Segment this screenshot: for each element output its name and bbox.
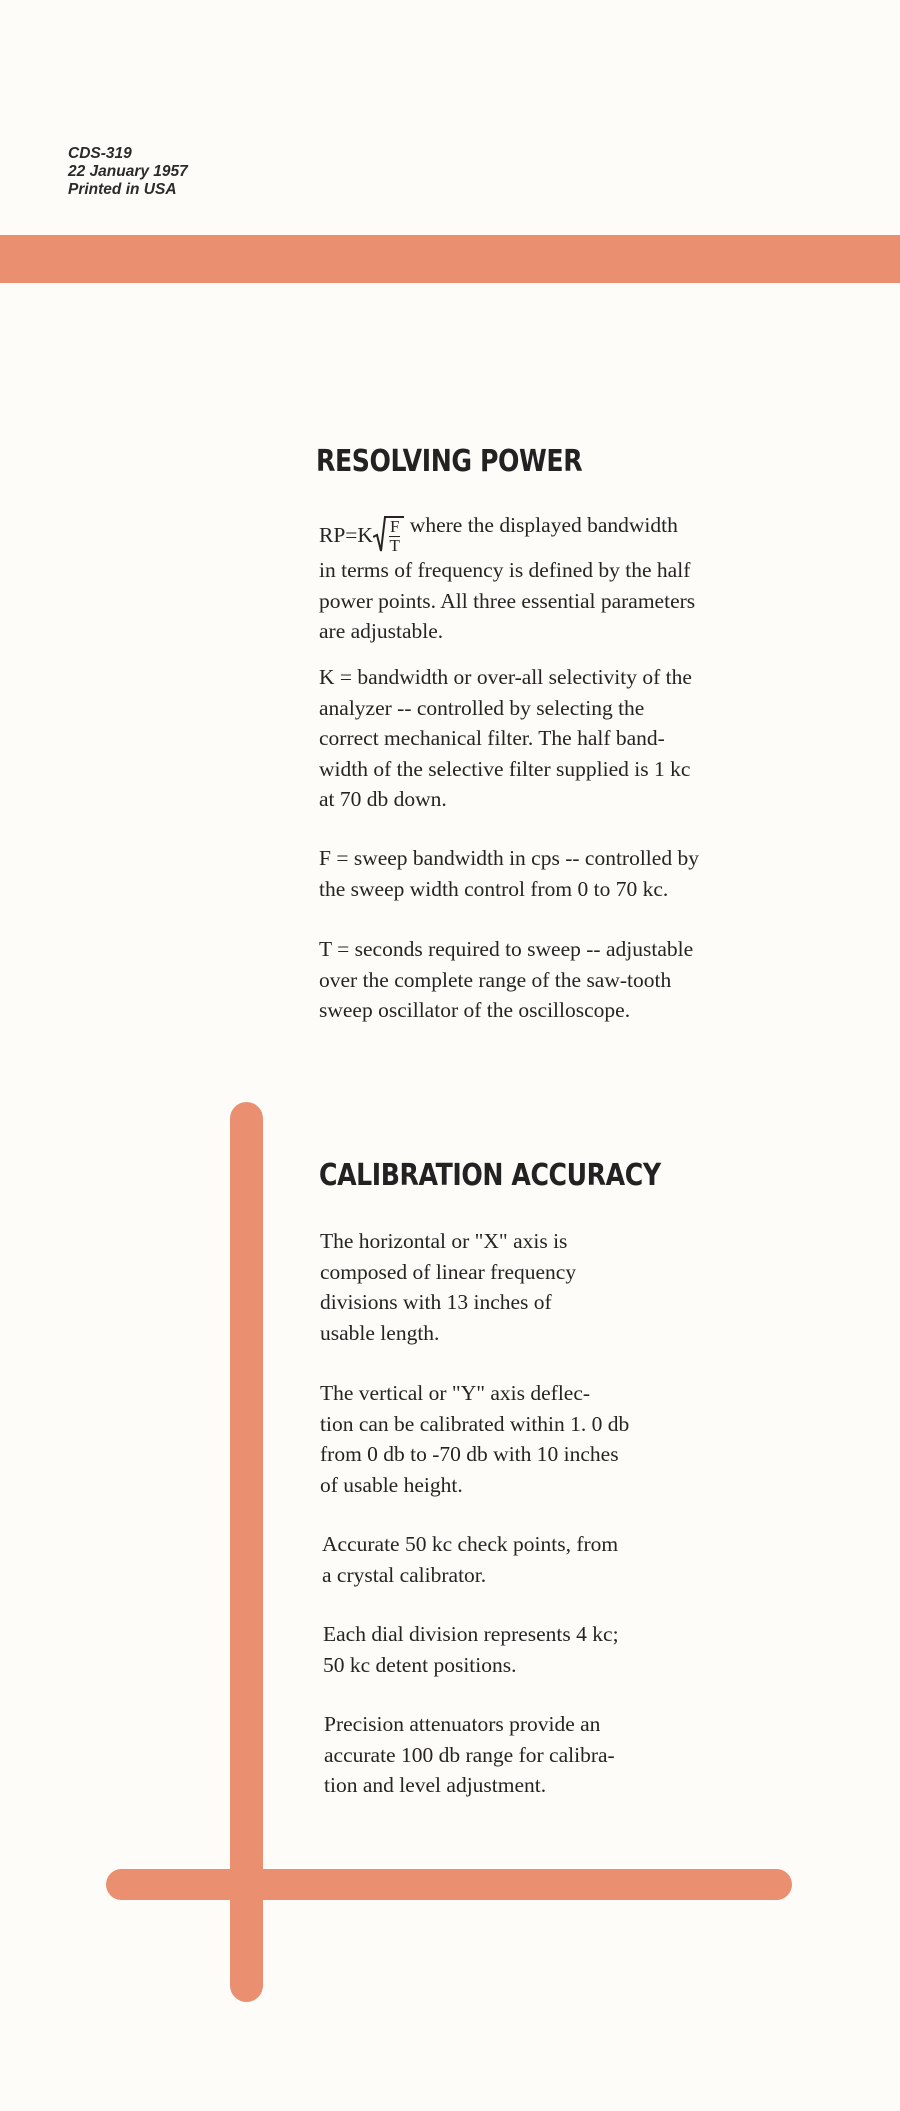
y-axis-line: of usable height. (320, 1472, 463, 1497)
attenuators-line: tion and level adjustment. (324, 1773, 547, 1797)
k-line: at 70 db down. (319, 787, 447, 811)
k-line: K = bandwidth or over-all selectivity of the (319, 665, 692, 689)
dial-division-paragraph (323, 1619, 619, 1680)
t-line: over the complete range of the saw-tooth (319, 967, 672, 992)
y-axis-line: from 0 db to -70 db with 10 inches (320, 1442, 619, 1466)
attenuators-line: Precision attenuators provide an (324, 1712, 601, 1736)
y-axis-paragraph (320, 1378, 629, 1500)
t-line: sweep oscillator of the oscilloscope. (319, 998, 631, 1022)
calibration-accuracy-heading: CALIBRATION ACCURACY (319, 1158, 661, 1193)
f-line: F = sweep bandwidth in cps -- controlled by (319, 846, 699, 870)
check-points-line: a crystal calibrator. (322, 1562, 487, 1587)
x-axis-line: composed of linear frequency (320, 1259, 577, 1284)
attenuators-paragraph (324, 1709, 615, 1801)
intro-line: power points. All three essential parameters (319, 588, 696, 613)
formula-numerator: F (389, 516, 400, 536)
y-axis-line: The vertical or "Y" axis deflec- (320, 1381, 591, 1405)
doc-code: CDS-319 (68, 145, 132, 162)
f-definition (319, 843, 699, 904)
x-axis-line: The horizontal or "X" axis is (320, 1229, 568, 1253)
k-line: correct mechanical filter. The half band- (319, 726, 665, 750)
resolving-power-intro (319, 510, 695, 647)
formula-denominator: T (389, 535, 400, 555)
t-line: T = seconds required to sweep -- adjustable (319, 937, 694, 961)
intro-line: are adjustable. (319, 619, 444, 644)
vertical-accent-bar (230, 1102, 263, 2002)
t-definition (319, 934, 693, 1026)
top-accent-band (0, 235, 900, 283)
y-axis-line: tion can be calibrated within 1. 0 db (320, 1411, 630, 1436)
k-line: width of the selective filter supplied is 1 kc (319, 756, 691, 781)
x-axis-paragraph (320, 1226, 576, 1348)
document-meta (68, 145, 188, 199)
x-axis-line: divisions with 13 inches of (320, 1290, 552, 1314)
check-points-line: Accurate 50 kc check points, from (322, 1532, 619, 1556)
k-definition (319, 662, 692, 815)
x-axis-line: usable length. (320, 1320, 440, 1345)
horizontal-accent-bar (106, 1869, 792, 1900)
resolving-power-formula (319, 515, 404, 555)
f-line: the sweep width control from 0 to 70 kc. (319, 876, 669, 901)
square-root-symbol (373, 515, 387, 555)
printed-note: Printed in USA (68, 181, 177, 198)
k-line: analyzer -- controlled by selecting the (319, 695, 645, 720)
dial-division-line: 50 kc detent positions. (323, 1652, 517, 1677)
formula-line (319, 510, 695, 555)
formula-fraction (387, 516, 404, 555)
intro-line-rest: where the displayed bandwidth (409, 513, 678, 537)
resolving-power-heading: RESOLVING POWER (316, 444, 583, 479)
dial-division-line: Each dial division represents 4 kc; (323, 1622, 619, 1646)
attenuators-line: accurate 100 db range for calibra- (324, 1742, 615, 1767)
formula-lhs: RP=K (319, 523, 373, 547)
intro-line: in terms of frequency is defined by the half (319, 558, 691, 583)
doc-date: 22 January 1957 (68, 163, 188, 180)
check-points-paragraph (322, 1529, 618, 1590)
